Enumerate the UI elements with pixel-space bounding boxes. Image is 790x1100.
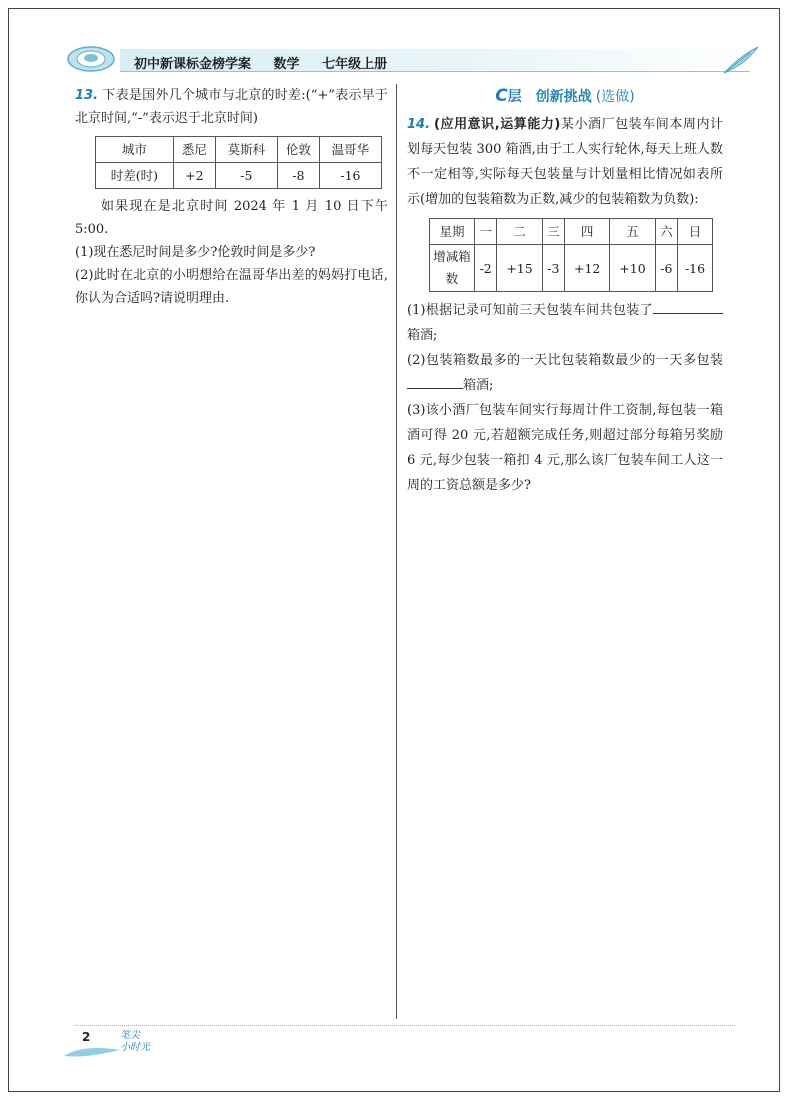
q14-packing-table xyxy=(429,218,713,292)
answer-blank[interactable] xyxy=(653,299,723,314)
table-header-row xyxy=(96,137,382,163)
q13-part2: (2)此时在北京的小明想给在温哥华出差的妈妈打电话,你认为合适吗?请说明理由. xyxy=(75,268,388,306)
table-cell: -16 xyxy=(319,163,381,189)
table-cell: 增减箱数 xyxy=(430,245,475,292)
q14-part2-tail: 箱酒; xyxy=(463,378,494,393)
brush-stroke-icon xyxy=(62,1040,122,1062)
table-cell: 温哥华 xyxy=(319,137,381,163)
page-header xyxy=(60,45,755,75)
table-cell: 六 xyxy=(655,219,677,245)
q14-part1-text: (1)根据记录可知前三天包装车间共包装了 xyxy=(407,303,653,318)
table-cell: 悉尼 xyxy=(173,137,215,163)
book-title: 初中新课标金榜学案 xyxy=(134,57,252,72)
q14-part2 xyxy=(407,348,723,398)
table-cell: 城市 xyxy=(96,137,174,163)
table-cell: 一 xyxy=(475,219,497,245)
table-cell: -16 xyxy=(678,245,713,292)
q13-number: 13. xyxy=(75,88,99,103)
q14-intro-text: 某小酒厂包装车间本周内计划每天包装 300 箱酒,由于工人实行轮休,每天上班人数不一定相等,实际每天包装量与计划量相比情况如表所示(增加的包装箱数为正数,减少的包装箱数为负数): xyxy=(407,117,723,207)
table-cell: 二 xyxy=(497,219,542,245)
table-row xyxy=(96,163,382,189)
table-cell: 莫斯科 xyxy=(215,137,277,163)
table-cell: 四 xyxy=(565,219,610,245)
table-cell: +15 xyxy=(497,245,542,292)
table-cell: 三 xyxy=(542,219,564,245)
q13-context: 如果现在是北京时间 2024 年 1 月 10 日下午 5:00. xyxy=(75,199,388,237)
q13-timezone-table xyxy=(95,136,382,189)
table-cell: 五 xyxy=(610,219,655,245)
table-cell: +12 xyxy=(565,245,610,292)
section-letter: C xyxy=(495,86,508,106)
right-column xyxy=(407,84,723,498)
q13-intro xyxy=(75,84,388,130)
table-cell: -2 xyxy=(475,245,497,292)
left-column xyxy=(75,84,388,310)
slogan-line1: 笔尖 xyxy=(120,1030,140,1041)
table-cell: -8 xyxy=(277,163,319,189)
table-cell: -5 xyxy=(215,163,277,189)
q14-tag: (应用意识,运算能力) xyxy=(434,117,561,132)
table-cell: 日 xyxy=(678,219,713,245)
grade-label: 七年级上册 xyxy=(322,57,388,72)
table-cell: -3 xyxy=(542,245,564,292)
table-cell: 星期 xyxy=(430,219,475,245)
q14-intro xyxy=(407,112,723,212)
q13-intro-text: 下表是国外几个城市与北京的时差:(“+”表示早于北京时间,“-”表示迟于北京时间) xyxy=(75,88,388,126)
table-cell: -6 xyxy=(655,245,677,292)
book-logo-icon xyxy=(66,45,116,73)
table-cell: 时差(时) xyxy=(96,163,174,189)
q14-part2-text: (2)包装箱数最多的一天比包装箱数最少的一天多包装 xyxy=(407,353,723,368)
table-cell: +10 xyxy=(610,245,655,292)
q14-part1-tail: 箱酒; xyxy=(407,328,438,343)
subject-label: 数学 xyxy=(273,57,300,72)
section-c-title xyxy=(407,84,723,110)
column-divider xyxy=(396,84,397,1019)
slogan-line2: 小时光 xyxy=(120,1042,150,1053)
table-header-row xyxy=(430,219,713,245)
q13-part1: (1)现在悉尼时间是多少?伦敦时间是多少? xyxy=(75,245,316,260)
section-name: 层 创新挑战 xyxy=(507,89,592,105)
feather-icon xyxy=(720,45,760,75)
table-cell: +2 xyxy=(173,163,215,189)
answer-blank[interactable] xyxy=(407,374,463,389)
section-optional: (选做) xyxy=(595,89,635,105)
q14-part1 xyxy=(407,298,723,348)
table-cell: 伦敦 xyxy=(277,137,319,163)
table-row xyxy=(430,245,713,292)
q14-part3: (3)该小酒厂包装车间实行每周计件工资制,每包装一箱酒可得 20 元,若超额完成任务,则超过部分每箱另奖励 6 元,每少包装一箱扣 4 元,那么该厂包装车间工人这一周的工资总额是多少? xyxy=(407,403,723,493)
header-title xyxy=(134,53,405,72)
footer-divider xyxy=(75,1025,735,1026)
footer-slogan xyxy=(120,1030,150,1054)
page-number: 2 xyxy=(82,1030,91,1044)
q14-number: 14. xyxy=(407,117,431,132)
